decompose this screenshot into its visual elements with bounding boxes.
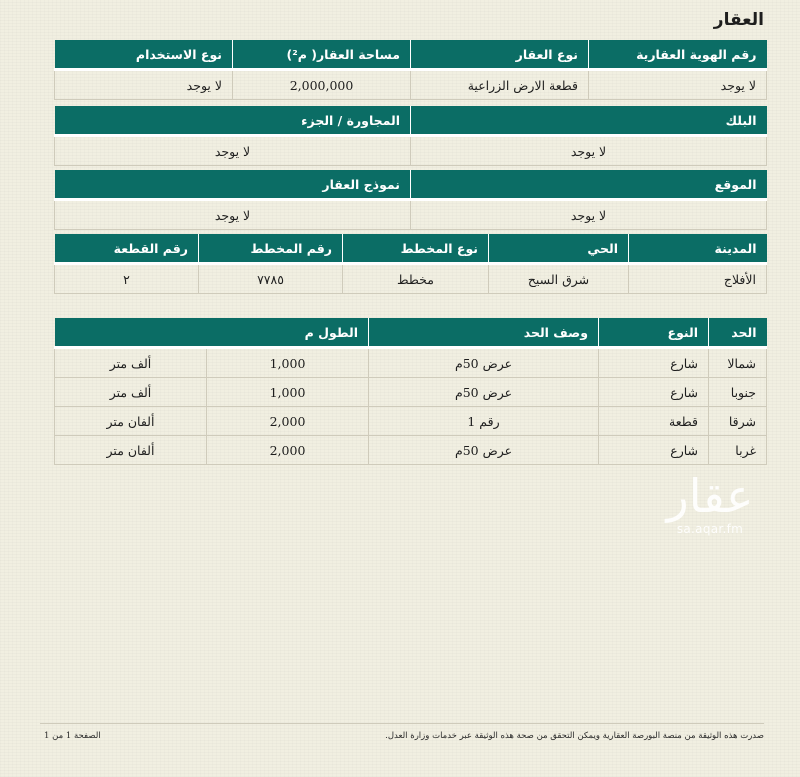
table-header-row (55, 234, 767, 264)
header-usage-type: نوع الاستخدام (55, 40, 233, 70)
header-boundary-description: وصف الحد (369, 318, 599, 348)
table-row (55, 407, 767, 436)
header-property-model: نموذج العقار (55, 170, 411, 200)
cell-length-words: ألفان متر (55, 436, 207, 465)
header-neighborhood-part: المجاورة / الجزء (55, 106, 411, 136)
header-boundary: الحد (709, 318, 767, 348)
header-property-type: نوع العقار (411, 40, 589, 70)
cell-description: رقم 1 (369, 407, 599, 436)
cell-block: لا يوجد (411, 136, 767, 166)
cell-plan-type: مخطط (343, 264, 489, 294)
table-row (55, 378, 767, 407)
cell-district: شرق السيح (489, 264, 629, 294)
boundaries-table (54, 318, 767, 465)
cell-property-area: 2,000,000 (233, 70, 411, 100)
table-header-row (55, 318, 767, 348)
header-plan-type: نوع المخطط (343, 234, 489, 264)
cell-length-words: ألفان متر (55, 407, 207, 436)
cell-property-type: قطعة الارض الزراعية (411, 70, 589, 100)
cell-neighborhood-part: لا يوجد (55, 136, 411, 166)
property-identity-table (54, 40, 767, 100)
header-location: الموقع (411, 170, 767, 200)
cell-usage-type: لا يوجد (55, 70, 233, 100)
cell-type: قطعة (599, 407, 709, 436)
cell-location: لا يوجد (411, 200, 767, 230)
header-plan-number: رقم المخطط (199, 234, 343, 264)
header-district: الحي (489, 234, 629, 264)
cell-length-number: 2,000 (207, 407, 369, 436)
table-header-row (55, 40, 767, 70)
table-row (55, 436, 767, 465)
cell-description: عرض 50م (369, 436, 599, 465)
location-table (54, 170, 767, 230)
cell-boundary: شمالا (709, 348, 767, 378)
footer-note: صدرت هذه الوثيقة من منصة البورصة العقارية ويمكن التحقق من صحة هذه الوثيقة عبر خدمات وزارة العدل. (385, 731, 764, 741)
cell-description: عرض 50م (369, 348, 599, 378)
watermark-logo-text: عقار (666, 469, 754, 523)
cell-length-words: ألف متر (55, 348, 207, 378)
block-table (54, 106, 767, 166)
cell-city: الأفلاج (629, 264, 767, 294)
cell-length-words: ألف متر (55, 378, 207, 407)
cell-plot-number: ٢ (55, 264, 199, 294)
table-row (55, 70, 767, 100)
header-city: المدينة (629, 234, 767, 264)
cell-length-number: 1,000 (207, 378, 369, 407)
cell-type: شارع (599, 348, 709, 378)
table-row (55, 348, 767, 378)
aqar-watermark (650, 470, 770, 536)
cell-type: شارع (599, 378, 709, 407)
header-property-area: مساحة العقار( م²) (233, 40, 411, 70)
cell-property-model: لا يوجد (55, 200, 411, 230)
header-length: الطول م (55, 318, 369, 348)
footer-divider (40, 723, 764, 724)
cell-length-number: 2,000 (207, 436, 369, 465)
table-row (55, 200, 767, 230)
header-block: البلك (411, 106, 767, 136)
cell-boundary: جنوبا (709, 378, 767, 407)
table-header-row (55, 106, 767, 136)
header-plot-number: رقم القطعة (55, 234, 199, 264)
cell-length-number: 1,000 (207, 348, 369, 378)
table-row (55, 136, 767, 166)
cell-description: عرض 50م (369, 378, 599, 407)
watermark-url: sa.aqar.fm (676, 522, 744, 536)
cell-boundary: شرقا (709, 407, 767, 436)
header-type: النوع (599, 318, 709, 348)
cell-type: شارع (599, 436, 709, 465)
cell-plan-number: ٧٧٨٥ (199, 264, 343, 294)
table-header-row (55, 170, 767, 200)
cell-property-id: لا يوجد (589, 70, 767, 100)
plan-table (54, 234, 767, 294)
page-number: الصفحة 1 من 1 (44, 731, 101, 741)
header-property-id: رقم الهوية العقارية (589, 40, 767, 70)
cell-boundary: غربا (709, 436, 767, 465)
page-title: العقار (713, 10, 764, 30)
table-row (55, 264, 767, 294)
